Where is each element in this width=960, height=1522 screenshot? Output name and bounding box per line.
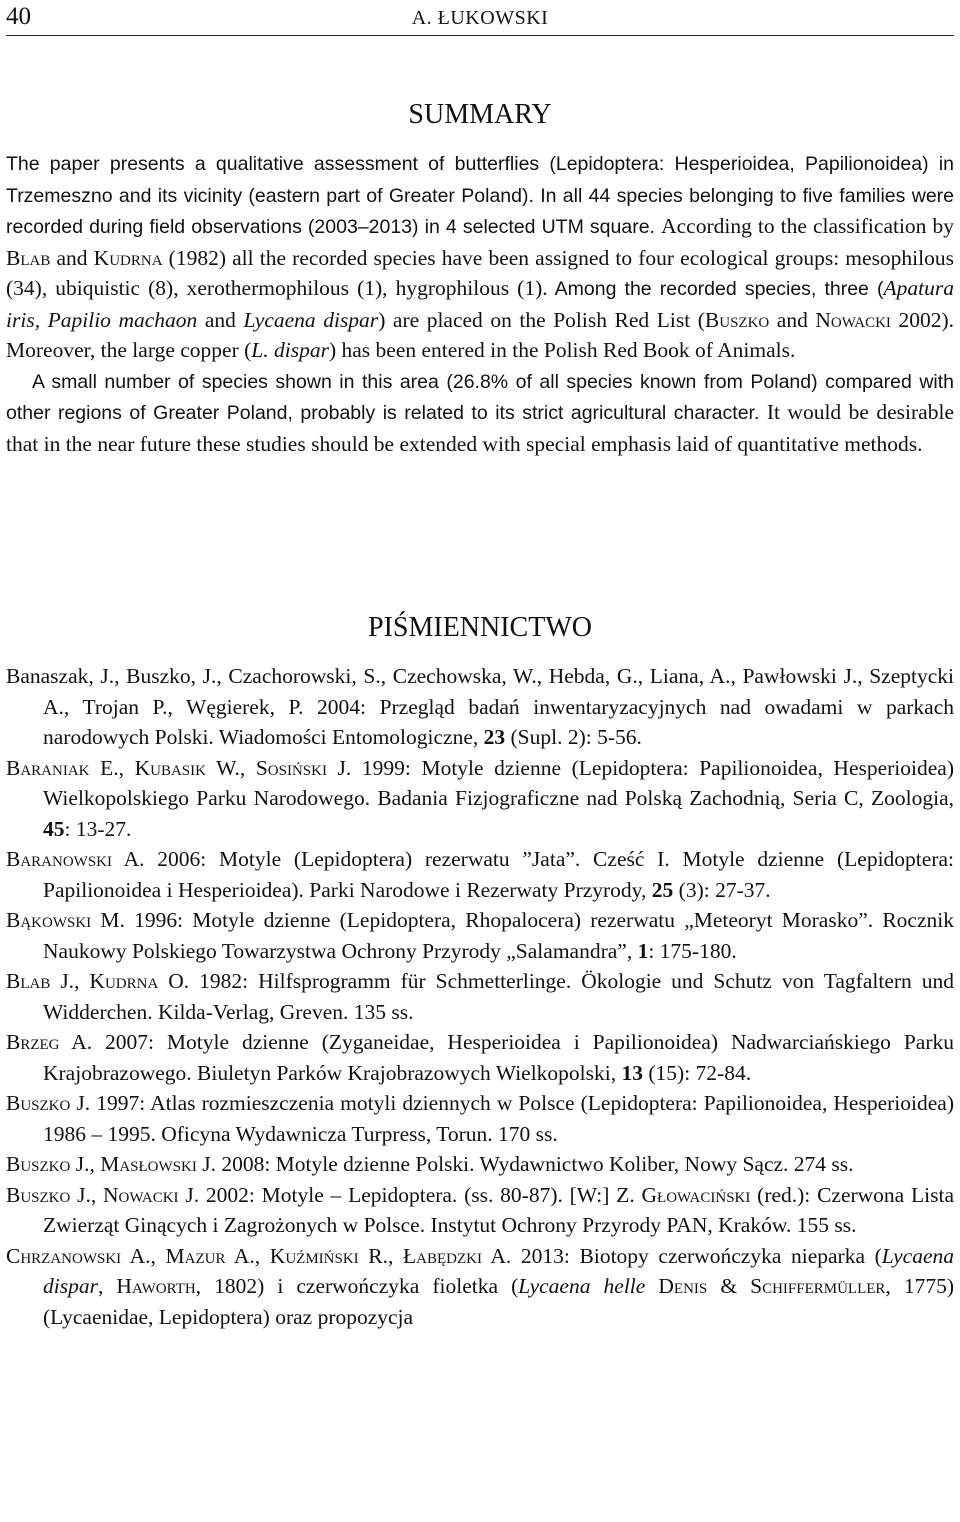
page-number: 40 bbox=[6, 3, 31, 30]
author-name: Blab bbox=[6, 245, 51, 270]
species-name: Apatura iris bbox=[6, 276, 954, 332]
reference-text: 2013: Biotopy czerwończyka nieparka ( bbox=[511, 1243, 882, 1268]
reference-authors: Bąkowski M. bbox=[6, 908, 125, 932]
reference-text bbox=[645, 1274, 658, 1298]
reference-entry bbox=[6, 1149, 954, 1180]
reference-authors: Buszko J., Masłowski J. bbox=[6, 1152, 216, 1176]
reference-text: (red.): Czerwona Lista Zwierząt Ginących i Zagrożonych w Polsce. Instytut Ochrony Przyrody PAN, Kraków. 155 ss. bbox=[43, 1182, 954, 1237]
author-name: Kudrna bbox=[93, 245, 163, 270]
reference-volume: 23 bbox=[483, 725, 506, 749]
reference-authors: Banaszak, J., Buszko, J., Czachorowski, S., Czechowska, W., Hebda, G., Liana, A., Pawłowski J., Szeptycki A., Trojan P., Węgierek, P. bbox=[6, 664, 954, 719]
reference-editor: Głowaciński bbox=[641, 1182, 751, 1207]
summary-text: ) are placed on the Polish Red List ( bbox=[378, 307, 705, 332]
summary-text: , bbox=[34, 307, 48, 332]
reference-entry bbox=[6, 1027, 954, 1088]
reference-authors: Denis & Schiffermüller bbox=[658, 1274, 886, 1298]
summary-text: The paper presents a qualitative assessment of butterflies (Lepidoptera: Hesperioidea, Papilionoidea) in Trzemeszno and its vicinity (eastern part of Greater Poland). In all 44 species belonging to five families were recorded during field observations (2003–2013) in 4 selected UTM square. bbox=[6, 153, 954, 238]
reference-authors: Brzeg A. bbox=[6, 1030, 93, 1054]
summary-text: A small number of species shown in this area (26.8% of all species known from Poland) compared with other regions of Greater Poland, probably is related to its strict agricultural character. bbox=[6, 370, 954, 424]
reference-text: 1997: Atlas rozmieszczenia motyli dziennych w Polsce (Lepidoptera: Papilionoidea, Hesperioidea) 1986 – 1995. Oficyna Wydawnicza Turpress, Torun. 170 ss. bbox=[43, 1091, 954, 1146]
summary-paragraph-1 bbox=[6, 148, 954, 366]
reference-text: , bbox=[74, 969, 90, 993]
reference-text: , bbox=[97, 1274, 117, 1298]
species-name: Lycaena helle bbox=[518, 1274, 646, 1298]
summary-text: (1982) all the recorded species have been assigned to four ecological groups: mesophilous (34), ubiquistic (8), xerothermophilous (1), hygrophilous (1). bbox=[6, 245, 954, 300]
reference-entry bbox=[6, 1180, 954, 1241]
reference-volume: 13 bbox=[621, 1060, 643, 1085]
species-name: Papilio machaon bbox=[47, 307, 198, 332]
summary-text: ) has been entered in the Polish Red Book of Animals. bbox=[328, 338, 796, 362]
species-name: Lycaena dispar bbox=[43, 1243, 954, 1298]
summary-text: 2002). Moreover, the large copper ( bbox=[6, 307, 955, 362]
reference-volume: 1 bbox=[637, 938, 649, 963]
summary-text: According to the classification by bbox=[661, 214, 954, 238]
reference-authors: Blab J. bbox=[6, 969, 75, 993]
reference-text: (Supl. 2): 5-56. bbox=[505, 725, 642, 749]
reference-text: 2002: Motyle – Lepidoptera. (ss. 80-87). [W:] Z. bbox=[199, 1182, 642, 1207]
summary-text: and bbox=[197, 307, 244, 332]
reference-volume: 45 bbox=[43, 816, 65, 841]
reference-text: 1999: Motyle dzienne (Lepidoptera: Papilionoidea, Hesperioidea) Wielkopolskiego Parku Narodowego. Badania Fizjograficzne nad Polską Zachodnią, Seria C, Zoologia, bbox=[43, 755, 954, 810]
reference-text: (3): 27-37. bbox=[673, 877, 771, 902]
author-name: Buszko bbox=[704, 307, 770, 332]
summary-body bbox=[6, 148, 954, 459]
reference-entry bbox=[6, 966, 954, 1027]
running-title: A. ŁUKOWSKI bbox=[411, 7, 549, 29]
summary-heading: SUMMARY bbox=[408, 99, 552, 130]
reference-entry bbox=[6, 753, 954, 845]
reference-authors: Buszko J., Nowacki J. bbox=[6, 1182, 200, 1207]
reference-text: : 13-27. bbox=[64, 816, 132, 841]
reference-text: , 1802) i czerwończyka fioletka ( bbox=[195, 1274, 519, 1298]
reference-text: (15): 72-84. bbox=[643, 1060, 752, 1085]
reference-entry bbox=[6, 905, 954, 966]
reference-authors: Baranowski A. bbox=[6, 847, 145, 871]
reference-text: 2006: Motyle (Lepidoptera) rezerwatu ”Jata”. Cześć I. Motyle dzienne (Lepidoptera: Papilionoidea i Hesperioidea). Parki Narodowe i Rezerwaty Przyrody, bbox=[43, 847, 954, 902]
reference-text: , 1775) (Lycaenidae, Lepidoptera) oraz propozycja bbox=[43, 1274, 955, 1329]
summary-text: and bbox=[769, 307, 816, 332]
header-rule bbox=[6, 35, 954, 36]
reference-entry bbox=[6, 844, 954, 905]
species-name: Lycaena dispar bbox=[243, 307, 379, 332]
running-head bbox=[6, 0, 954, 36]
references-heading: PIŚMIENNICTWO bbox=[368, 612, 592, 643]
reference-entry bbox=[6, 661, 954, 753]
species-name: L. dispar bbox=[251, 338, 329, 362]
reference-authors: Haworth bbox=[116, 1274, 196, 1298]
reference-text: 2007: Motyle dzienne (Zyganeidae, Hesperioidea i Papilionoidea) Nadwarciańskiego Parku Krajobrazowego. Biuletyn Parków Krajobrazowych Wielkopolski, bbox=[43, 1030, 955, 1085]
author-name: Nowacki bbox=[815, 307, 891, 332]
reference-entry bbox=[6, 1241, 954, 1333]
summary-text: and bbox=[50, 245, 94, 270]
reference-volume: 25 bbox=[651, 877, 674, 902]
reference-authors: Kudrna O. bbox=[89, 969, 190, 993]
reference-text: 2004: Przegląd badań inwentaryzacyjnych nad owadami w parkach narodowych Polski. Wiadomości Entomologiczne, bbox=[43, 694, 954, 749]
reference-text: 1996: Motyle dzienne (Lepidoptera, Rhopalocera) rezerwatu „Meteoryt Morasko”. Rocznik Naukowy Polskiego Towarzystwa Ochrony Przyrody „Salamandra”, bbox=[43, 908, 954, 963]
summary-paragraph-2 bbox=[6, 366, 954, 460]
reference-entry bbox=[6, 1088, 954, 1149]
summary-text: Among the recorded species, three ( bbox=[547, 278, 884, 300]
reference-authors: Baraniak E., Kubasik W., Sosiński J. bbox=[6, 755, 352, 780]
reference-text: : 175-180. bbox=[648, 938, 737, 963]
reference-text: 2008: Motyle dzienne Polski. Wydawnictwo Koliber, Nowy Sącz. 274 ss. bbox=[215, 1152, 854, 1176]
reference-text: 1982: Hilfsprogramm für Schmetterlinge. Ökologie und Schutz von Tagfaltern und Widderchen. Kilda-Verlag, Greven. 135 ss. bbox=[43, 969, 954, 1024]
reference-authors: Chrzanowski A., Mazur A., Kuźmiński R., Łabędzki A. bbox=[6, 1243, 512, 1268]
references-list bbox=[6, 661, 954, 1332]
reference-authors: Buszko J. bbox=[6, 1091, 91, 1115]
summary-text: It would be desirable that in the near future these studies should be extended with special emphasis laid of quantitative methods. bbox=[6, 400, 954, 456]
